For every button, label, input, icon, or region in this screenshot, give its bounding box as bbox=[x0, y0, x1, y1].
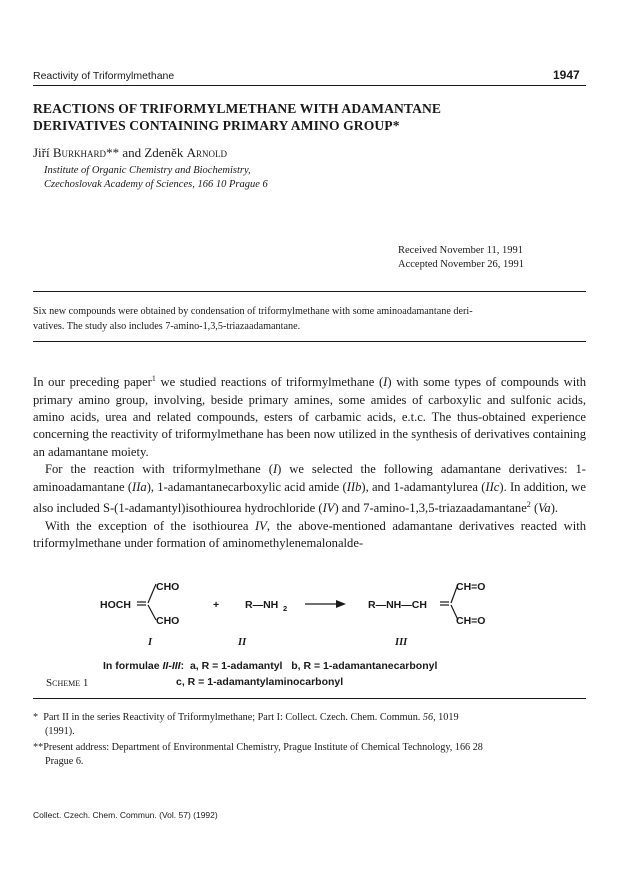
p2-text-h: ). bbox=[550, 501, 559, 516]
affil-line-2: Czechoslovak Academy of Sciences, 166 10 Prague 6 bbox=[44, 179, 268, 190]
accepted-date: Accepted November 26, 1991 bbox=[398, 259, 524, 270]
p1-text-c: ) with some types of compounds with primary amino group, involving, beside primary amines, some amides of carboxylic and sulfonic acids, amino acids, urea and related compounds, esters of carbamic acids, e.t.c. The thus-obtained experience concerning the reactivity of triformylmethane has been now utilized in the synthesis of derivatives containing an adamantane moiety. bbox=[33, 375, 586, 459]
fn1-mark: * bbox=[33, 712, 39, 723]
amine-sub: 2 bbox=[283, 604, 288, 613]
author1-last: Burkhard bbox=[52, 145, 107, 160]
p2-compound-I: I bbox=[272, 462, 278, 477]
fn1-text-c: (1991). bbox=[45, 726, 75, 737]
p2-text-c: ), 1-adamantanecarboxylic acid amide ( bbox=[146, 479, 347, 494]
title-line-1: REACTIONS OF TRIFORMYLMETHANE WITH ADAMANTANE bbox=[33, 101, 442, 116]
product-bottom: CH=O bbox=[456, 615, 486, 627]
p2-ref: 2 bbox=[526, 500, 531, 510]
author1-first: Jiří bbox=[33, 145, 50, 160]
title-line-2: DERIVATIVES CONTAINING PRIMARY AMINO GROUP* bbox=[33, 118, 400, 133]
abstract-line-1: Six new compounds were obtained by condensation of triformylmethane with some aminoadamantane deri- bbox=[33, 306, 473, 317]
label-II: II bbox=[238, 637, 247, 648]
I-bottom-cho: CHO bbox=[156, 615, 180, 627]
abstract-line-2: vatives. The study also includes 7-amino-1,3,5-triazaadamantane. bbox=[33, 321, 301, 332]
affil-line-1: Institute of Organic Chemistry and Biochemistry, bbox=[44, 165, 251, 176]
received-date: Received November 11, 1991 bbox=[398, 245, 523, 256]
footnote-2 bbox=[33, 741, 586, 769]
fn2-text-a: Present address: Department of Environmental Chemistry, Prague Institute of Chemical Technology, 166 28 bbox=[43, 742, 483, 753]
legend-c: c, R = 1-adamantylaminocarbonyl bbox=[176, 676, 344, 688]
page-number: 1947 bbox=[553, 68, 580, 82]
running-title: Reactivity of Triformylmethane bbox=[33, 70, 175, 82]
p2-compound-IIb: IIb bbox=[346, 479, 362, 494]
I-bond-up bbox=[148, 584, 156, 603]
p3-text-a: With the exception of the isothiourea bbox=[45, 518, 255, 533]
footnote-1 bbox=[33, 711, 586, 739]
p2-compound-Va: Va bbox=[538, 501, 551, 516]
I-bond-down bbox=[148, 605, 156, 620]
reaction-arrow-head bbox=[336, 600, 346, 608]
p2-text-a: For the reaction with triformylmethane ( bbox=[45, 462, 273, 477]
author1-mark: ** bbox=[106, 145, 120, 160]
p2-compound-IIa: IIa bbox=[132, 479, 147, 494]
fn2-mark: ** bbox=[33, 742, 44, 753]
p2-text-g: ( bbox=[530, 501, 539, 516]
p3-compound-IV: IV bbox=[254, 518, 267, 533]
scheme-legend-line-1: In formulae II-III: a, R = 1-adamantyl b, R = 1-adamantanecarbonyl bbox=[103, 660, 438, 672]
legend-a: a, R = 1-adamantyl bbox=[189, 660, 283, 672]
p3-text-b: , the above-mentioned adamantane derivatives reacted with triformylmethane under formation of aminomethylenemalonalde- bbox=[33, 518, 586, 551]
p1-text-a: In our preceding paper bbox=[33, 375, 152, 390]
product-mid: R—NH—CH bbox=[368, 599, 427, 611]
p2-text-d: ), and 1-adamantylurea ( bbox=[361, 479, 486, 494]
product-bond-up bbox=[451, 584, 458, 603]
label-I: I bbox=[148, 637, 153, 648]
p2-text-e: ). In addition, we also included S-(1-adamantyl)isothiourea hydrochloride ( bbox=[33, 479, 586, 516]
author2-first: Zdeněk bbox=[144, 145, 184, 160]
I-hoch: HOCH bbox=[100, 599, 131, 611]
author2-last: Arnold bbox=[186, 145, 227, 160]
legend-b: b, R = 1-adamantanecarbonyl bbox=[291, 660, 438, 672]
footnote-rule bbox=[33, 698, 586, 699]
scheme-label: Scheme 1 bbox=[46, 677, 89, 689]
fn1-text-a: Part II in the series Reactivity of Triformylmethane; Part I: Collect. Czech. Chem. Commun. bbox=[43, 712, 423, 723]
p1-ref: 1 bbox=[151, 374, 156, 383]
author-and: and bbox=[122, 145, 142, 160]
p1-compound-I: I bbox=[383, 375, 388, 390]
formula-prefix: In formulae bbox=[103, 660, 160, 672]
I-top-cho: CHO bbox=[156, 581, 180, 593]
journal-footer: Collect. Czech. Chem. Commun. (Vol. 57) (1992) bbox=[33, 810, 218, 820]
fn1-text-b: , 1019 bbox=[433, 712, 459, 723]
p2-compound-IIc: IIc bbox=[485, 479, 500, 494]
plus-sign: + bbox=[213, 599, 220, 611]
p2-compound-IV: IV bbox=[322, 501, 335, 516]
p1-text-b: we studied reactions of triformylmethane ( bbox=[155, 375, 384, 390]
product-bond-down bbox=[451, 605, 458, 620]
formula-range: II-III bbox=[162, 660, 181, 672]
p2-text-f: ) and 7-amino-1,3,5-triazaadamantane bbox=[334, 501, 527, 516]
fn1-volume: 56 bbox=[422, 712, 434, 723]
amine-r-nh: R—NH bbox=[245, 599, 279, 611]
p2-text-b: ) we selected the following adamantane derivatives: 1-aminoadamantane ( bbox=[33, 462, 586, 494]
label-III: III bbox=[395, 637, 408, 648]
product-top: CH=O bbox=[456, 581, 486, 593]
fn2-text-b: Prague 6. bbox=[45, 756, 84, 767]
